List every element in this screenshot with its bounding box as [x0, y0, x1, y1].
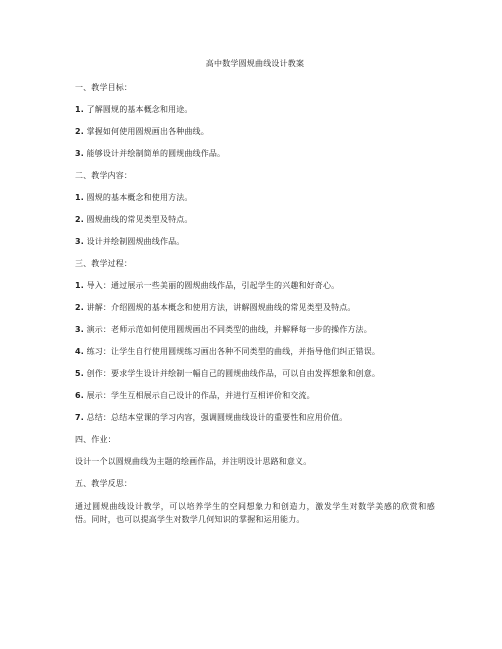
- item-text: 能够设计并绘制简单的圆规曲线作品。: [86, 149, 226, 158]
- item-number: 4.: [75, 347, 84, 356]
- item-number: 1.: [75, 281, 84, 290]
- item-text: 讲解：介绍圆规的基本概念和使用方法，讲解圆规曲线的常见类型及特点。: [86, 303, 356, 312]
- item-text: 圆规的基本概念和使用方法。: [86, 193, 193, 202]
- item-number: 3.: [75, 325, 84, 334]
- list-item: [75, 346, 435, 358]
- item-text: 总结：总结本堂课的学习内容，强调圆规曲线设计的重要性和应用价值。: [86, 413, 348, 422]
- document-title: 高中数学圆规曲线设计教案: [205, 59, 305, 68]
- list-item: [75, 192, 435, 204]
- list-item: [75, 104, 435, 116]
- section-heading-process: 三、教学过程：: [75, 259, 133, 268]
- item-text: 创作：要求学生设计并绘制一幅自己的圆规曲线作品，可以自由发挥想象和创意。: [86, 369, 381, 378]
- item-text: 圆规曲线的常见类型及特点。: [86, 215, 193, 224]
- item-number: 5.: [75, 369, 84, 378]
- list-item: [75, 236, 435, 248]
- list-item: [75, 412, 435, 424]
- item-number: 6.: [75, 391, 84, 400]
- section-heading-objectives: 一、教学目标：: [75, 83, 133, 92]
- list-item: [75, 148, 435, 160]
- item-number: 3.: [75, 237, 84, 246]
- item-number: 1.: [75, 193, 84, 202]
- document-body: [75, 58, 435, 526]
- list-item: [75, 126, 435, 138]
- item-text: 导入：通过展示一些美丽的圆规曲线作品，引起学生的兴趣和好奇心。: [86, 281, 340, 290]
- item-text: 展示：学生互相展示自己设计的作品，并进行互相评价和交流。: [86, 391, 315, 400]
- item-number: 1.: [75, 105, 84, 114]
- item-number: 2.: [75, 215, 84, 224]
- list-item: [75, 302, 435, 314]
- item-number: 2.: [75, 303, 84, 312]
- section-heading-reflection: 五、教学反思：: [75, 479, 133, 488]
- list-item: [75, 368, 435, 380]
- item-number: 3.: [75, 149, 84, 158]
- item-text: 练习：让学生自行使用圆规练习画出各种不同类型的曲线，并指导他们纠正错误。: [86, 347, 381, 356]
- homework-paragraph: 设计一个以圆规曲线为主题的绘画作品，并注明设计思路和意义。: [75, 457, 312, 466]
- section-heading-homework: 四、作业：: [75, 435, 116, 444]
- item-text: 了解圆规的基本概念和用途。: [86, 105, 193, 114]
- item-text: 掌握如何使用圆规画出各种曲线。: [86, 127, 209, 136]
- list-item: [75, 324, 435, 336]
- item-text: 设计并绘制圆规曲线作品。: [86, 237, 185, 246]
- section-heading-content: 二、教学内容：: [75, 171, 133, 180]
- list-item: [75, 214, 435, 226]
- reflection-paragraph: 通过圆规曲线设计教学，可以培养学生的空间想象力和创造力，激发学生对数学美感的欣赏和感悟。同时，也可以提高学生对数学几何知识的掌握和运用能力。: [75, 502, 435, 524]
- item-text: 演示：老师示范如何使用圆规画出不同类型的曲线，并解释每一步的操作方法。: [86, 325, 372, 334]
- list-item: [75, 390, 435, 402]
- item-number: 7.: [75, 413, 84, 422]
- item-number: 2.: [75, 127, 84, 136]
- list-item: [75, 280, 435, 292]
